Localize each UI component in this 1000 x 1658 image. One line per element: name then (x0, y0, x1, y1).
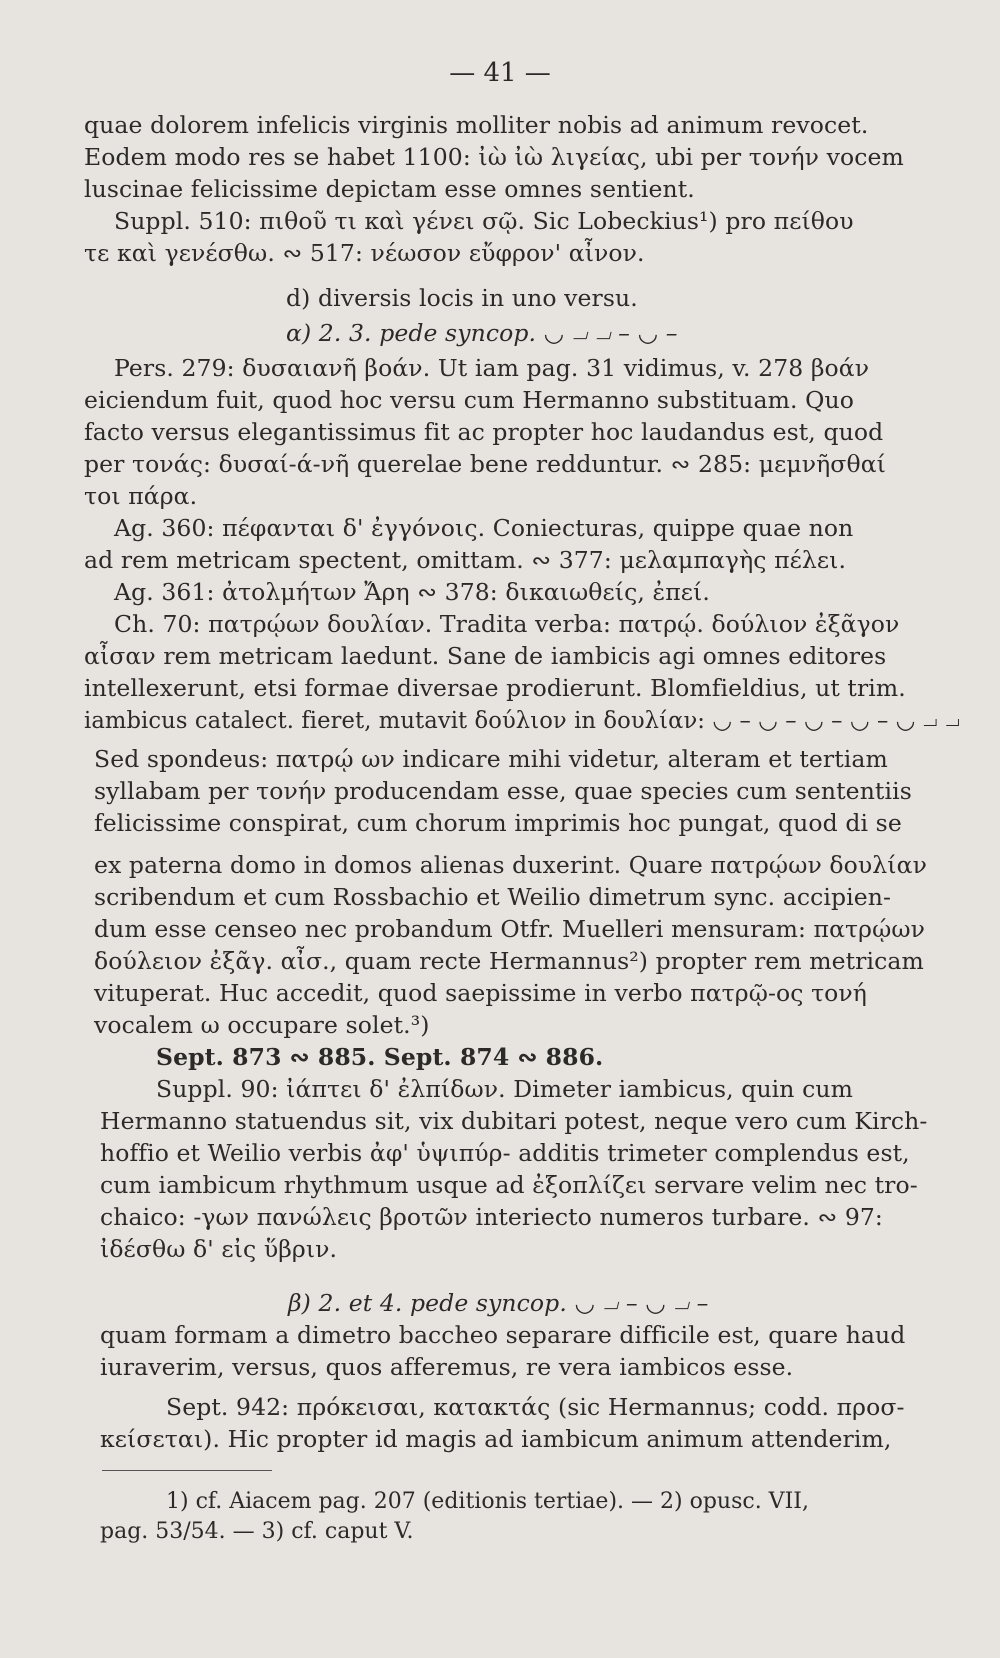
page-number: — 41 — (449, 58, 551, 88)
text-line-38: iuraverim, versus, quos afferemus, re vera iambicos esse. (100, 1353, 794, 1381)
text-line-13: Ag. 360: πέφανται δ' ἐγγόνοις. Coniecturas, quippe quae non (114, 514, 854, 542)
text-line-33: cum iambicum rhythmum usque ad ἐξοπλίζει servare velim nec tro- (100, 1171, 918, 1199)
text-line-2: Eodem modo res se habet 1100: ἰὼ ἰὼ λιγείας, ubi per τονήν vocem (84, 143, 904, 171)
text-line-39: Sept. 942: πρόκεισαι, κατακτάς (sic Hermannus; codd. προσ- (166, 1393, 905, 1421)
text-line-40: κείσεται). Hic propter id magis ad iambicum animum attenderim, (100, 1425, 892, 1453)
text-line-19: iambicus catalect. fieret, mutavit δούλιον in δουλίαν: ◡ – ◡ – ◡ – ◡ – ◡ ⏗ ⏗ (84, 706, 961, 734)
text-line-8: Pers. 279: δυσαιανῆ βοάν. Ut iam pag. 31 vidimus, v. 278 βοάν (114, 354, 870, 382)
text-line-25: dum esse censeo nec probandum Otfr. Muelleri mensuram: πατρῴων (94, 915, 925, 943)
text-line-24: scribendum et cum Rossbachio et Weilio dimetrum sync. accipien- (94, 883, 892, 911)
text-line-17: αἶσαν rem metricam laedunt. Sane de iambicis agi omnes editores (84, 642, 887, 670)
text-line-32: hoffio et Weilio verbis ἀφ' ὑψιπύρ- additis trimeter complendus est, (100, 1139, 910, 1167)
text-line-5: τε καὶ γενέσθω. ∾ 517: νέωσον εὔφρον' αἶνον. (84, 239, 645, 267)
subsection-heading-beta: β) 2. et 4. pede syncop. ◡ ⏗ – ◡ ⏗ – (288, 1289, 709, 1317)
text-line-30: Suppl. 90: ἰάπτει δ' ἐλπίδων. Dimeter iambicus, quin cum (156, 1075, 853, 1103)
text-line-35: ἰδέσθω δ' εἰς ὕβριν. (100, 1235, 338, 1263)
text-line-37: quam formam a dimetro baccheo separare difficile est, quare haud (100, 1321, 906, 1349)
text-line-23: ex paterna domo in domos alienas duxerint. Quare πατρῴων δουλίαν (94, 851, 927, 879)
subsection-heading-alpha: α) 2. 3. pede syncop. ◡ ⏗ ⏗ – ◡ – (286, 319, 678, 347)
text-line-11: per τονάς: δυσαί-ά-νῆ querelae bene redduntur. ∾ 285: μεμνῆσθαί (84, 450, 886, 478)
text-line-29: Sept. 873 ∾ 885. Sept. 874 ∾ 886. (156, 1043, 604, 1071)
text-line-10: facto versus elegantissimus fit ac propter hoc laudandus est, quod (84, 418, 884, 446)
footnote-line-2: pag. 53/54. — 3) cf. caput V. (100, 1519, 414, 1544)
footnote-line-1: 1) cf. Aiacem pag. 207 (editionis tertiae). — 2) opusc. VII, (166, 1489, 809, 1514)
text-line-22: felicissime conspirat, cum chorum imprimis hoc pungat, quod di se (94, 809, 902, 837)
text-line-27: vituperat. Huc accedit, quod saepissime in verbo πατρῷ-ος τονή (94, 979, 867, 1007)
text-line-3: luscinae felicissime depictam esse omnes sentient. (84, 175, 695, 203)
text-line-21: syllabam per τονήν producendam esse, quae species cum sententiis (94, 777, 912, 805)
section-heading-d: d) diversis locis in uno versu. (286, 284, 638, 312)
footnote-rule (102, 1470, 272, 1471)
text-line-14: ad rem metricam spectent, omittam. ∾ 377: μελαμπαγὴς πέλει. (84, 546, 847, 574)
text-line-26: δούλειον ἐξᾶγ. αἶσ., quam recte Hermannus²) propter rem metricam (94, 947, 924, 975)
text-line-20: Sed spondeus: πατρῴ ων indicare mihi videtur, alteram et tertiam (94, 745, 888, 773)
text-line-15: Ag. 361: ἀτολμήτων Ἄρη ∾ 378: δικαιωθείς, ἐπεί. (114, 578, 710, 606)
text-line-1: quae dolorem infelicis virginis molliter nobis ad animum revocet. (84, 111, 869, 139)
text-line-31: Hermanno statuendus sit, vix dubitari potest, neque vero cum Kirch- (100, 1107, 928, 1135)
text-line-18: intellexerunt, etsi formae diversae prodierunt. Blomfieldius, ut trim. (84, 674, 906, 702)
text-line-9: eiciendum fuit, quod hoc versu cum Hermanno substituam. Quo (84, 386, 855, 414)
text-line-16: Ch. 70: πατρῴων δουλίαν. Tradita verba: πατρῴ. δούλιον ἐξᾶγον (114, 610, 900, 638)
text-line-12: τοι πάρα. (84, 482, 198, 510)
text-line-28: vocalem ω occupare solet.³) (94, 1011, 430, 1039)
text-line-4: Suppl. 510: πιθοῦ τι καὶ γένει σῷ. Sic Lobeckius¹) pro πείθου (114, 207, 854, 235)
text-line-34: chaico: -γων πανώλεις βροτῶν interiecto numeros turbare. ∾ 97: (100, 1203, 883, 1231)
